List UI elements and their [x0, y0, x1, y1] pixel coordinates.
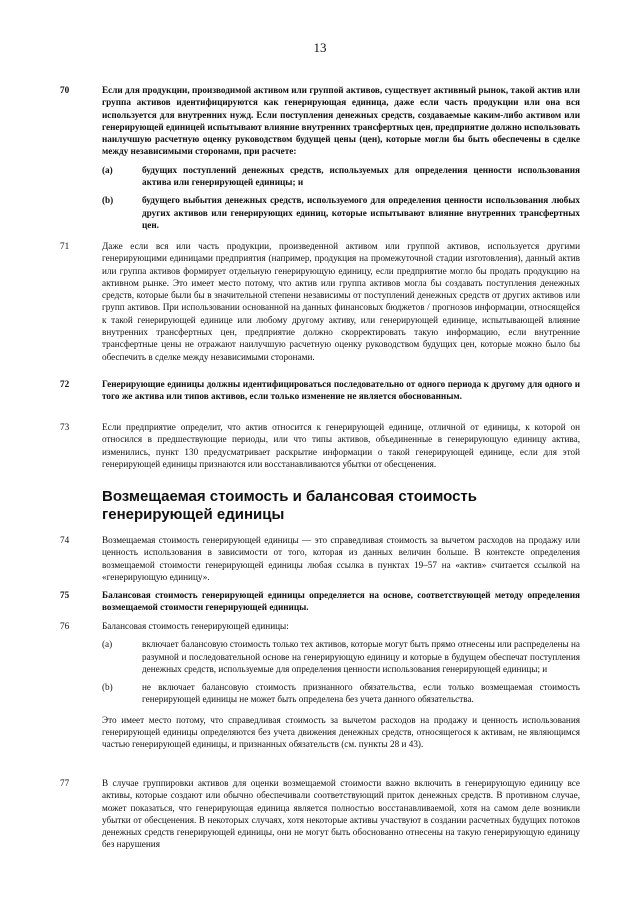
page-number: 13	[313, 40, 327, 55]
paragraph-text: Возмещаемая стоимость генерирующей единицы — это справедливая стоимость за вычетом расходов на продажу или ценность использования в зависимости от того, которая из данных величин больше. В контексте определения возмещаемой стоимости генерирующей единицы любая ссылка в пунктах 19–57 на «актив» считается ссылкой на «генерирующую единицу».	[102, 535, 580, 582]
paragraph-74	[60, 534, 580, 583]
list-text: будущего выбытия денежных средств, используемого для определения ценности использования любых других активов или генерирующих единиц, которые испытывают влияние внутренних трансфертных цен.	[142, 195, 580, 230]
list-item	[102, 164, 580, 189]
paragraph-number: 72	[60, 379, 70, 389]
list-text: будущих поступлений денежных средств, используемых для определения ценности использования актива или генерирующей единицы; и	[142, 164, 580, 188]
list-item	[102, 194, 580, 231]
paragraph-70	[60, 84, 580, 231]
paragraph-number: 71	[60, 241, 70, 251]
paragraph-number: 70	[60, 85, 70, 95]
paragraph-72	[60, 378, 580, 403]
list-label: (a)	[102, 639, 113, 650]
paragraph-text: Балансовая стоимость генерирующей единицы определяется на основе, соответствующей методу определения возмещаемой стоимости генерирующей единицы.	[102, 590, 580, 613]
list-label: (a)	[102, 164, 113, 175]
paragraph-75	[60, 589, 580, 614]
paragraph-71	[60, 240, 580, 363]
paragraph-number: 76	[60, 621, 70, 631]
paragraph-number: 75	[60, 590, 70, 600]
list-label: (b)	[102, 682, 113, 693]
paragraph-text: Балансовая стоимость генерирующей единицы:	[102, 621, 289, 631]
paragraph-number: 77	[60, 778, 70, 788]
paragraph-text: Даже если вся или часть продукции, произведенной активом или группой активов, используется другими генерирующими единицами предприятия (например, продукция на промежуточной стадии изготовления), данный актив или группа активов формирует отдельную генерирующую единицу, если предприятие могло бы продать продукцию на активном рынке. Это имеет место потому, что актив или группа активов могла бы создавать поступления денежных средств, которые были бы в значительной степени независимы от поступлений денежных средств от других активов или групп активов. При использовании основанной на данных финансовых бюджетов / прогнозов информации, относящейся к такой генерирующей единице или любому другому активу, или генерирующей единице, испытывающей влияние внутренних трансфертных цен, предприятие должно скорректировать такую информацию, если внутренние трансфертные цены не отражают наилучшую расчетную оценку руководством будущих цен, которые можно было бы обеспечить в сделке между независимыми сторонами.	[102, 241, 580, 362]
paragraph-73	[60, 421, 580, 470]
paragraph-text: Если для продукции, производимой активом или группой активов, существует активный рынок, такой актив или группа активов идентифицируются как генерирующая единица, даже если часть продукции или она вся используется для внутренних нужд. Если поступления денежных средств, создаваемые каким-либо активом или генерирующей единицей испытывают влияние внутренних трансфертных цен, предприятие должно использовать наилучшую расчетную оценку руководством будущей цены (цен), которые могли бы быть обеспечены в сделке между независимыми сторонами, при расчете:	[102, 85, 580, 157]
paragraph-number: 74	[60, 535, 70, 545]
list-text: не включает балансовую стоимость признанного обязательства, если только возмещаемая стоимость генерирующей единицы не может быть определена без учета данного обязательства.	[142, 682, 580, 705]
list-item	[102, 681, 580, 706]
list-text: включает балансовую стоимость только тех активов, которые могут быть прямо отнесены или распределены на разумной и последовательной основе на генерирующую единицу и которые в будущем обеспечат поступления денежных средств, используемые для определения ценности использования генерирующей единицы; и	[142, 639, 580, 674]
list-label: (b)	[102, 195, 114, 206]
section-heading: Возмещаемая стоимость и балансовая стоимость генерирующей единицы	[102, 488, 477, 523]
paragraph-text: Если предприятие определит, что актив относится к генерирующей единице, отличной от единицы, к которой он относился в предшествующие периоды, или что типы активов, объединенные в генерирующую единицу актива, изменились, пункт 130 предусматривает раскрытие информации о такой генерирующей единице, если для этой генерирующей единицы признаются или восстанавливаются убытки от обесценения.	[102, 422, 580, 469]
paragraph-text: Генерирующие единицы должны идентифицироваться последовательно от одного периода к другому для одного и того же актива или типов активов, если только изменение не является обоснованным.	[102, 379, 580, 402]
paragraph-77	[60, 777, 580, 851]
list-item	[102, 638, 580, 675]
paragraph-continuation: Это имеет место потому, что справедливая стоимость за вычетом расходов на продажу и ценность использования генерирующей единицы определяются без учета движения денежных средств, относящегося к активам, не являющимся частью генерирующей единицы, и признанных обязательств (см. пункты 28 и 43).	[102, 714, 580, 750]
paragraph-76	[60, 620, 580, 751]
paragraph-number: 73	[60, 422, 70, 432]
paragraph-text: В случае группировки активов для оценки возмещаемой стоимости важно включить в генерирующую единицу все активы, которые создают или обычно обеспечивали соответствующий приток денежных средств. В противном случае, может показаться, что генерирующая единица является полностью восстанавливаемой, хотя на самом деле возникли убытки от обесценения. В некоторых случаях, хотя некоторые активы участвуют в создании расчетных будущих потоков денежных средств генерирующей единицы, они не могут быть обоснованно отнесены на такую генерирующую единицу без нарушения	[102, 778, 580, 850]
